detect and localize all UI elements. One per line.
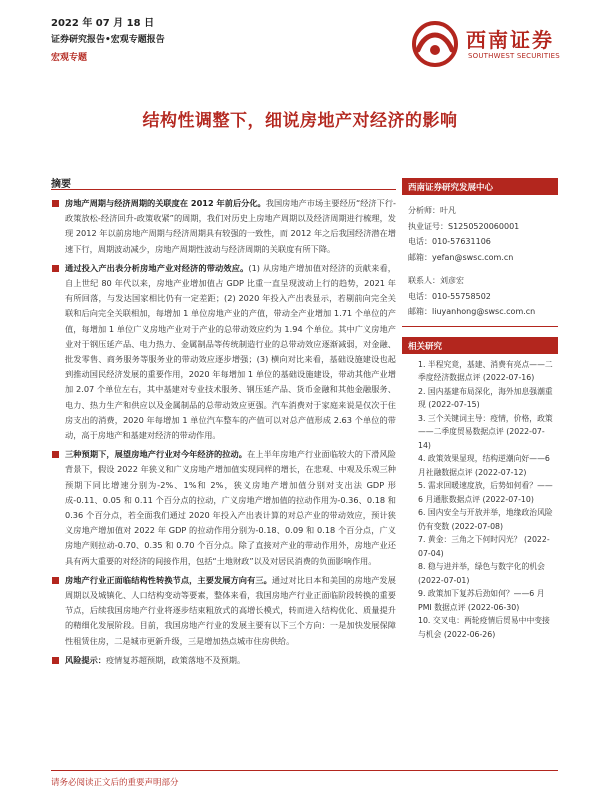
related-research-heading: 相关研究 bbox=[402, 337, 558, 354]
analyst-cert: 执业证号：S1250520060001 bbox=[408, 221, 520, 231]
sidebar bbox=[402, 178, 558, 641]
analyst-email[interactable]: 邮箱：yefan@swsc.com.cn bbox=[408, 252, 514, 262]
report-type: 证券研究报告•宏观专题报告 bbox=[51, 35, 165, 45]
paragraph-body: (1) 从房地产增加值对经济的贡献来看，自上世纪 80 年代以来，房地产业增加值占 GDP 比重一直呈现波动上行的趋势，2021 年有所回落，与发达国家相比仍有一定差距；(2) 2020 年投入产出表显示，若剔前向完全关联和后向完全关联相加，每增加 1 单位房地产业的产值，带动全产业增加 1.71 个单位的产值，每增加 1 单位广义房地产业对于产业的总带动效应约为 1.94 个单位。其中广义房地产业对于钢压延产品、电力热力、金属制品等传统制造行业的总带动效应逐渐减弱，对金融、批发零售、商务服务等服务业的带动效应逐步增强；(3) 横向对比来看，基础设施建设也起到推动国民经济发展的重要作用，2020 年每增加 1 单位的基础设施建设，带动其他产业增加 2.07 个单位左右，其中基建对专业技术服务、钢压延产品、货币金融和其他金融服务、电力、热力生产和供应以及金属制品的总带动效应更强。汽车消费对于家庭来说是仅次于住房支出的消费，2020 年每增加 1 单位汽车整车的产值可以对总产值形成 2.63 个单位的带动，高于房地产和基建对经济的带动作用。 bbox=[65, 262, 396, 441]
related-research-item[interactable]: 4. 政策效果显现，结构逆潮向好——6 月社融数据点评 (2022-07-12) bbox=[418, 454, 550, 477]
related-research-item[interactable]: 2. 国内基建布局深化，海外加息强潮重现 (2022-07-15) bbox=[418, 386, 553, 409]
related-research-item[interactable]: 9. 政策加下复苏后劲如何？——6 月 PMI 数据点评 (2022-06-30) bbox=[418, 589, 545, 612]
footer-disclaimer: 请务必阅读正文后的重要声明部分 bbox=[51, 778, 179, 788]
report-date: 2022 年 07 月 18 日 bbox=[51, 18, 155, 29]
paragraph-body: 在上半年房地产行业面临较大的下滑风险背景下，假设 2022 年狭义和广义房地产增加值实现同样的增长，在悲观、中观及乐观三种预期下同比增速分别为-2%、1%和 2%，狭义房地产增加值分别对支出法 GDP 形成-0.11、0.05 和 0.11 个百分点的拉动，广义房地产增加值的拉动作用为-0.36、0.18 和 0.36 个百分点，若全面我们通过 2020 年投入产出表计算的对总产业的带动效应，预计狭义房地产增加值对 2022 年 GDP 的拉动作用分别为-0.18、0.09 和 0.18 个百分点，广义房地产则拉动-0.70、0.35 和 0.70 个百分点。除了直接对产业的带动作用外，房地产业还具有两大重要的对经济的间接作用，包括“土地财政”以及对居民消费的负面影响作用。 bbox=[65, 449, 396, 566]
square-bullet-icon bbox=[52, 451, 59, 458]
paragraph-body: 通过对比日本和美国的房地产发展周期以及城镇化、人口结构变动等要素，整体来看，我国房地产行业正面临阶段转换的重要节点，后续我国房地产行业将逐步结束粗放式的高增长模式，转而进入结构优化、质量提升的精细化发展阶段。目前，我国房地产行业的发展主要有以下三个方向：一是加快发展保障性租赁住房，二是城市更新升级，三是增加热点城市住房供给。 bbox=[65, 574, 396, 646]
contact-name: 联系人：刘彦宏 bbox=[408, 276, 464, 285]
abstract-paragraph bbox=[51, 261, 396, 443]
company-logo bbox=[410, 20, 570, 72]
logo-mark-icon bbox=[410, 20, 460, 68]
square-bullet-icon bbox=[52, 657, 59, 664]
logo-name-cn: 西南证券 bbox=[466, 28, 554, 52]
paragraph-lead: 通过投入产出表分析房地产业对经济的带动效应。 bbox=[65, 262, 249, 273]
related-research-item[interactable]: 3. 三个关键词主导：疫情，价格，政策——二季度贸易数据点评 (2022-07-14) bbox=[418, 413, 553, 450]
related-research-item[interactable]: 8. 稳与进并举，绿色与数字化的机会 (2022-07-01) bbox=[418, 562, 545, 585]
square-bullet-icon bbox=[52, 265, 59, 272]
related-research-item[interactable]: 1. 半程究竟，基建、消费有亮点——二季度经济数据点评 (2022-07-16) bbox=[418, 359, 553, 382]
sidebar-divider bbox=[402, 326, 558, 327]
related-research-item[interactable]: 10. 交叉电：两轮疫情后贸易中中变接与机会 (2022-06-26) bbox=[418, 616, 550, 639]
square-bullet-icon bbox=[52, 577, 59, 584]
abstract-paragraph bbox=[51, 196, 396, 257]
abstract-paragraph bbox=[51, 653, 396, 668]
abstract-body bbox=[51, 196, 396, 672]
paragraph-lead: 三种预期下，展望房地产行业对今年经济的拉动。 bbox=[65, 449, 248, 460]
abstract-paragraph bbox=[51, 573, 396, 649]
related-research-item[interactable]: 6. 国内安全与开放并举，地缘政治风险仍有变数 (2022-07-08) bbox=[418, 508, 553, 531]
paragraph-body: 我国房地产市场主要经历“经济下行-政策放松-经济回升-政策收紧”的周期，我们对历史上房地产周期以及经济周期进行梳理，发现 2012 年以前房地产周期与经济周期具有较强的一致性，而 2012 年之后我国经济潜在增速下行，周期波动减少，房地产周期性波动与经济周期的关联度有所下降。 bbox=[65, 198, 396, 254]
paragraph-lead: 房地产周期与经济周期的关联度在 2012 年前后分化。 bbox=[65, 198, 266, 208]
logo-name-en: SOUTHWEST SECURITIES bbox=[468, 52, 560, 60]
paragraph-lead: 房地产行业正面临结构性转换节点，主要发展方向有三。 bbox=[65, 574, 272, 585]
footer-divider bbox=[51, 770, 558, 771]
report-title: 结构性调整下，细说房地产对经济的影响 bbox=[142, 111, 458, 131]
abstract-heading: 摘要 bbox=[51, 179, 71, 190]
abstract-divider bbox=[51, 189, 396, 190]
abstract-paragraph bbox=[51, 447, 396, 569]
contact-email[interactable]: 邮箱：liuyanhong@swsc.com.cn bbox=[408, 307, 536, 316]
square-bullet-icon bbox=[52, 200, 59, 207]
report-topic: 宏观专题 bbox=[51, 53, 88, 63]
paragraph-lead: 风险提示： bbox=[65, 654, 106, 665]
paragraph-body: 疫情复苏超预期，政策落地不及预期。 bbox=[105, 654, 246, 665]
related-research-item[interactable]: 7. 黄金：三角之下何时闪光？ (2022-07-04) bbox=[418, 535, 550, 558]
contact-phone: 电话：010-55758502 bbox=[408, 291, 491, 301]
related-research-item[interactable]: 5. 需求回暖速度放，后势如何看？——6 月通胀数据点评 (2022-07-10) bbox=[418, 481, 553, 504]
analyst-name: 分析师：叶凡 bbox=[408, 206, 456, 215]
research-center-heading: 西南证券研究发展中心 bbox=[402, 178, 558, 195]
analyst-phone: 电话：010-57631106 bbox=[408, 237, 491, 246]
related-research-list bbox=[402, 354, 558, 642]
analyst-info bbox=[402, 195, 558, 320]
